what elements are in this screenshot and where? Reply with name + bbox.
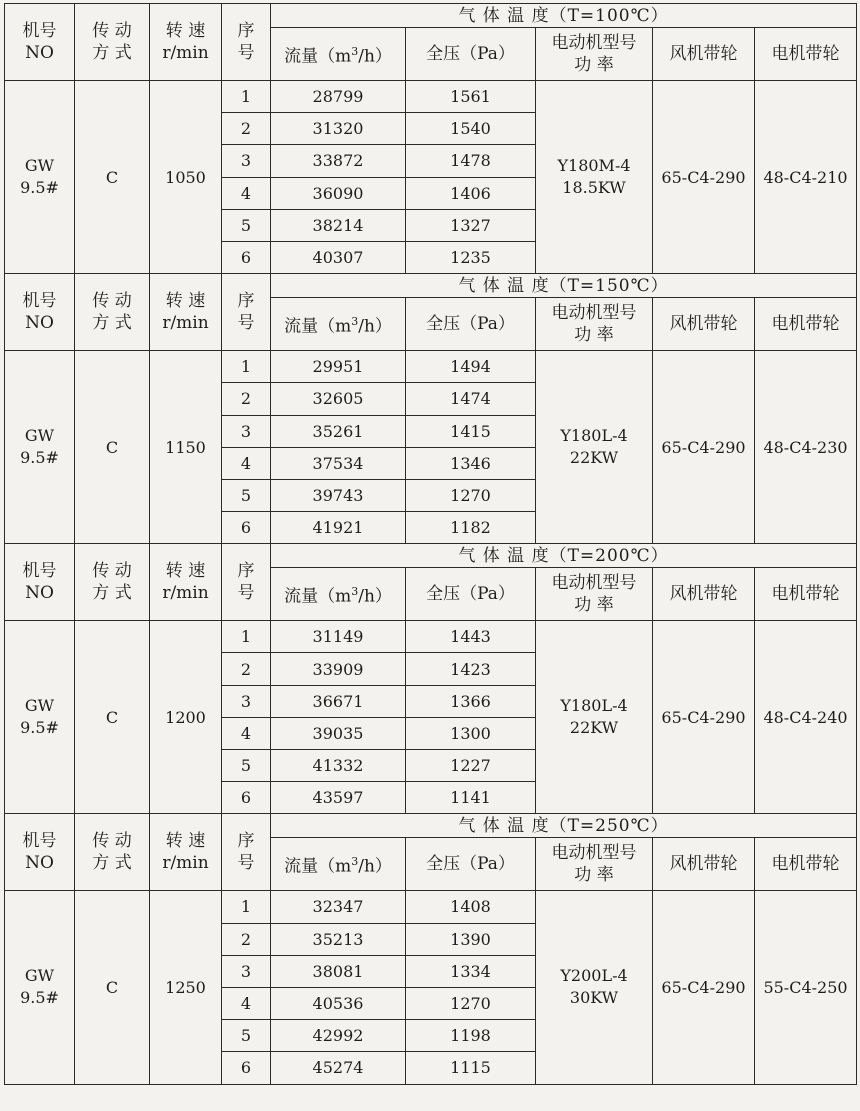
- header-speed: 转 速 r/min: [150, 544, 222, 621]
- seq-value: 3: [222, 685, 271, 717]
- header-drive-mode: 传 动 方 式: [75, 544, 150, 621]
- pressure-value: 1334: [406, 955, 536, 987]
- header-drive-mode: 传 动 方 式: [75, 274, 150, 351]
- motor-pulley-value: 48-C4-230: [755, 351, 857, 544]
- pressure-value: 1390: [406, 923, 536, 955]
- header-machine-no: 机号 NO: [5, 4, 75, 81]
- seq-value: 4: [222, 177, 271, 209]
- flow-value: 45274: [271, 1052, 406, 1084]
- table-row: [5, 81, 857, 113]
- machine-no-value: GW 9.5#: [5, 891, 75, 1084]
- flow-value: 37534: [271, 447, 406, 479]
- seq-value: 1: [222, 891, 271, 923]
- flow-value: 28799: [271, 81, 406, 113]
- flow-label-suffix: /h）: [358, 316, 392, 337]
- header-speed: 转 速 r/min: [150, 274, 222, 351]
- seq-value: 6: [222, 241, 271, 273]
- flow-label-prefix: 流量（m: [284, 46, 352, 67]
- flow-value: 38081: [271, 955, 406, 987]
- motor-pulley-value: 55-C4-250: [755, 891, 857, 1084]
- header-pressure: 全压（Pa）: [406, 298, 536, 351]
- seq-value: 3: [222, 145, 271, 177]
- flow-label-suffix: /h）: [358, 586, 392, 607]
- flow-value: 33909: [271, 653, 406, 685]
- header-flow: [271, 568, 406, 621]
- pressure-value: 1227: [406, 750, 536, 782]
- seq-value: 6: [222, 512, 271, 544]
- pressure-value: 1198: [406, 1020, 536, 1052]
- motor-pulley-value: 48-C4-210: [755, 81, 857, 274]
- flow-label-exponent: 3: [351, 855, 359, 869]
- seq-value: 2: [222, 383, 271, 415]
- pressure-value: 1115: [406, 1052, 536, 1084]
- seq-value: 6: [222, 782, 271, 814]
- seq-value: 2: [222, 653, 271, 685]
- seq-value: 3: [222, 955, 271, 987]
- flow-value: 40536: [271, 987, 406, 1019]
- header-pressure: 全压（Pa）: [406, 838, 536, 891]
- fan-pulley-value: 65-C4-290: [653, 351, 755, 544]
- flow-value: 35213: [271, 923, 406, 955]
- header-fan-pulley: 风机带轮: [653, 298, 755, 351]
- flow-value: 32605: [271, 383, 406, 415]
- seq-value: 2: [222, 923, 271, 955]
- temperature-row: [5, 274, 857, 298]
- pressure-value: 1300: [406, 717, 536, 749]
- seq-value: 4: [222, 987, 271, 1019]
- motor-model-value: Y200L-4 30KW: [536, 891, 653, 1084]
- header-seq: 序 号: [222, 274, 271, 351]
- flow-label-prefix: 流量（m: [284, 856, 352, 877]
- header-fan-pulley: 风机带轮: [653, 28, 755, 81]
- header-flow: [271, 28, 406, 81]
- header-motor: 电动机型号 功 率: [536, 298, 653, 351]
- pressure-value: 1270: [406, 479, 536, 511]
- seq-value: 2: [222, 113, 271, 145]
- header-fan-pulley: 风机带轮: [653, 838, 755, 891]
- seq-value: 1: [222, 81, 271, 113]
- seq-value: 5: [222, 750, 271, 782]
- seq-value: 1: [222, 351, 271, 383]
- temperature-row: [5, 4, 857, 28]
- flow-label-exponent: 3: [351, 44, 359, 58]
- fan-pulley-value: 65-C4-290: [653, 891, 755, 1084]
- header-flow: [271, 838, 406, 891]
- fan-pulley-value: 65-C4-290: [653, 81, 755, 274]
- table-row: [5, 621, 857, 653]
- header-seq: 序 号: [222, 544, 271, 621]
- header-speed: 转 速 r/min: [150, 814, 222, 891]
- header-pressure: 全压（Pa）: [406, 568, 536, 621]
- pressure-value: 1182: [406, 512, 536, 544]
- pressure-value: 1494: [406, 351, 536, 383]
- temperature-title: 气 体 温 度（T=250℃）: [271, 814, 857, 838]
- flow-value: 31320: [271, 113, 406, 145]
- flow-value: 42992: [271, 1020, 406, 1052]
- pressure-value: 1478: [406, 145, 536, 177]
- header-motor-pulley: 电机带轮: [755, 838, 857, 891]
- pressure-value: 1141: [406, 782, 536, 814]
- speed-value: 1150: [150, 351, 222, 544]
- drive-mode-value: C: [75, 81, 150, 274]
- table-row: [5, 351, 857, 383]
- speed-value: 1050: [150, 81, 222, 274]
- flow-value: 31149: [271, 621, 406, 653]
- motor-model-value: Y180M-4 18.5KW: [536, 81, 653, 274]
- header-fan-pulley: 风机带轮: [653, 568, 755, 621]
- fan-performance-table: [4, 3, 857, 1085]
- header-machine-no: 机号 NO: [5, 544, 75, 621]
- pressure-value: 1346: [406, 447, 536, 479]
- header-seq: 序 号: [222, 4, 271, 81]
- pressure-value: 1270: [406, 987, 536, 1019]
- seq-value: 5: [222, 209, 271, 241]
- speed-value: 1250: [150, 891, 222, 1084]
- header-motor: 电动机型号 功 率: [536, 568, 653, 621]
- pressure-value: 1366: [406, 685, 536, 717]
- header-motor: 电动机型号 功 率: [536, 28, 653, 81]
- temperature-title: 气 体 温 度（T=200℃）: [271, 544, 857, 568]
- flow-value: 41332: [271, 750, 406, 782]
- machine-no-value: GW 9.5#: [5, 621, 75, 814]
- flow-value: 36671: [271, 685, 406, 717]
- table-row: [5, 891, 857, 923]
- fan-pulley-value: 65-C4-290: [653, 621, 755, 814]
- temperature-title: 气 体 温 度（T=100℃）: [271, 4, 857, 28]
- header-motor: 电动机型号 功 率: [536, 838, 653, 891]
- seq-value: 6: [222, 1052, 271, 1084]
- drive-mode-value: C: [75, 891, 150, 1084]
- temperature-row: [5, 544, 857, 568]
- header-motor-pulley: 电机带轮: [755, 568, 857, 621]
- pressure-value: 1415: [406, 415, 536, 447]
- flow-label-suffix: /h）: [358, 46, 392, 67]
- header-motor-pulley: 电机带轮: [755, 298, 857, 351]
- header-flow: [271, 298, 406, 351]
- pressure-value: 1327: [406, 209, 536, 241]
- flow-label-prefix: 流量（m: [284, 316, 352, 337]
- flow-value: 29951: [271, 351, 406, 383]
- pressure-value: 1443: [406, 621, 536, 653]
- header-drive-mode: 传 动 方 式: [75, 4, 150, 81]
- flow-label-exponent: 3: [351, 314, 359, 328]
- header-motor-pulley: 电机带轮: [755, 28, 857, 81]
- speed-value: 1200: [150, 621, 222, 814]
- pressure-value: 1406: [406, 177, 536, 209]
- flow-value: 32347: [271, 891, 406, 923]
- header-machine-no: 机号 NO: [5, 814, 75, 891]
- pressure-value: 1474: [406, 383, 536, 415]
- pressure-value: 1540: [406, 113, 536, 145]
- flow-value: 36090: [271, 177, 406, 209]
- seq-value: 4: [222, 447, 271, 479]
- flow-value: 41921: [271, 512, 406, 544]
- header-speed: 转 速 r/min: [150, 4, 222, 81]
- flow-value: 40307: [271, 241, 406, 273]
- temperature-row: [5, 814, 857, 838]
- seq-value: 4: [222, 717, 271, 749]
- machine-no-value: GW 9.5#: [5, 81, 75, 274]
- flow-value: 33872: [271, 145, 406, 177]
- drive-mode-value: C: [75, 621, 150, 814]
- flow-label-prefix: 流量（m: [284, 586, 352, 607]
- seq-value: 5: [222, 479, 271, 511]
- header-drive-mode: 传 动 方 式: [75, 814, 150, 891]
- pressure-value: 1408: [406, 891, 536, 923]
- flow-value: 35261: [271, 415, 406, 447]
- motor-model-value: Y180L-4 22KW: [536, 351, 653, 544]
- header-pressure: 全压（Pa）: [406, 28, 536, 81]
- pressure-value: 1235: [406, 241, 536, 273]
- pressure-value: 1423: [406, 653, 536, 685]
- flow-value: 39743: [271, 479, 406, 511]
- flow-value: 39035: [271, 717, 406, 749]
- temperature-title: 气 体 温 度（T=150℃）: [271, 274, 857, 298]
- flow-value: 38214: [271, 209, 406, 241]
- motor-pulley-value: 48-C4-240: [755, 621, 857, 814]
- flow-label-exponent: 3: [351, 584, 359, 598]
- header-machine-no: 机号 NO: [5, 274, 75, 351]
- motor-model-value: Y180L-4 22KW: [536, 621, 653, 814]
- header-seq: 序 号: [222, 814, 271, 891]
- seq-value: 5: [222, 1020, 271, 1052]
- flow-label-suffix: /h）: [358, 856, 392, 877]
- fan-performance-sheet: [4, 3, 856, 1108]
- seq-value: 3: [222, 415, 271, 447]
- flow-value: 43597: [271, 782, 406, 814]
- drive-mode-value: C: [75, 351, 150, 544]
- seq-value: 1: [222, 621, 271, 653]
- machine-no-value: GW 9.5#: [5, 351, 75, 544]
- pressure-value: 1561: [406, 81, 536, 113]
